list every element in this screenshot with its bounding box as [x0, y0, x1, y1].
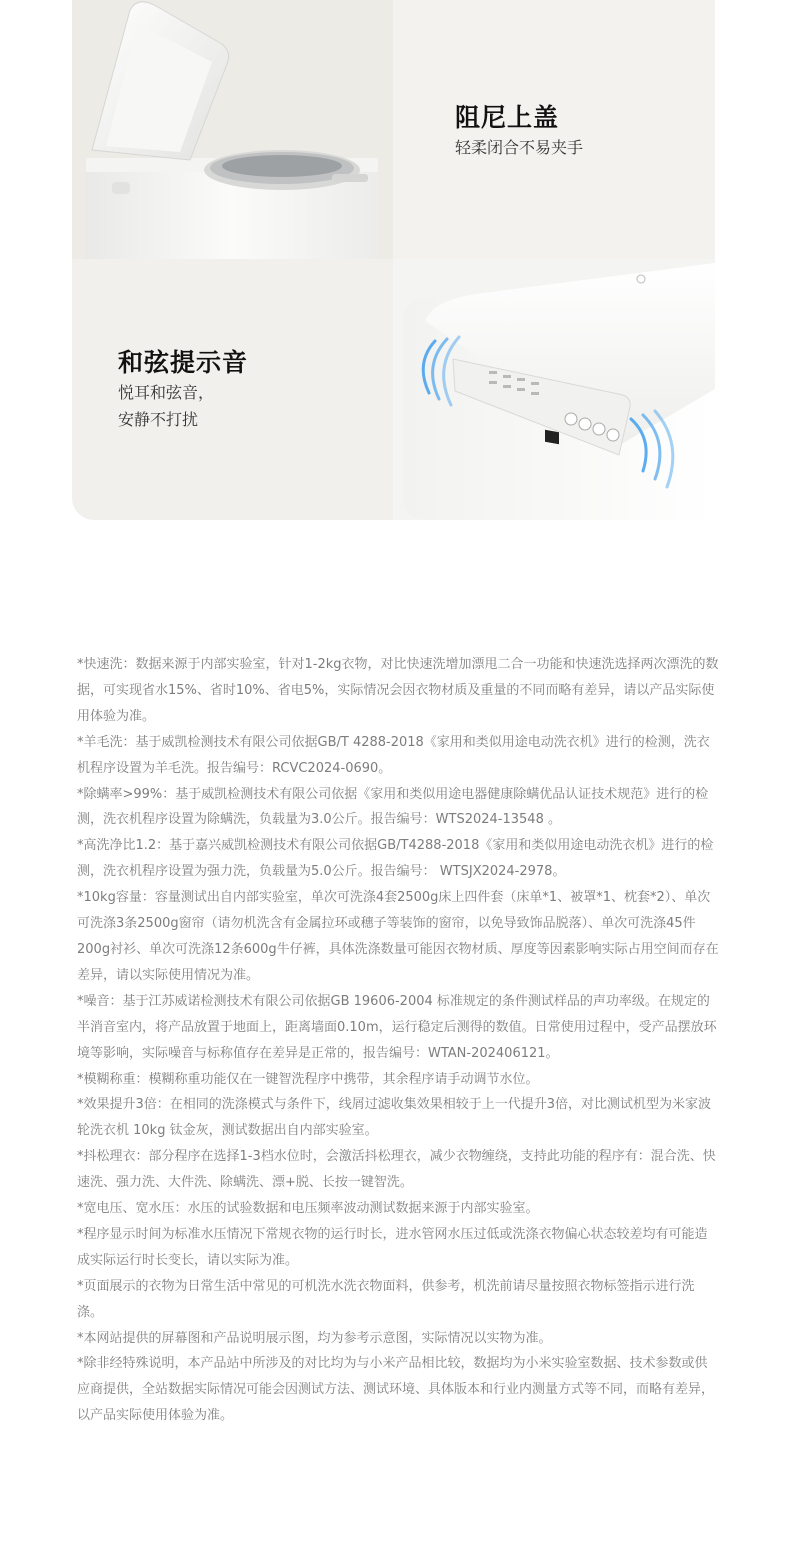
- control-panel-illustration: [393, 259, 715, 520]
- footnote: *宽电压、宽水压：水压的试验数据和电压频率波动测试数据来源于内部实验室。: [77, 1201, 539, 1217]
- footnote: *抖松理衣：部分程序在选择1-3档水位时，会激活抖松理衣，减少衣物缠绕，支持此功能的程序有：混合洗、快速洗、强力洗、大件洗、除螨洗、漂+脱、长按一键智洗。: [77, 1149, 716, 1191]
- footnote: *程序显示时间为标准水压情况下常规衣物的运行时长，进水管网水压过低或洗涤衣物偏心状态较差均有可能造成实际运行时长变长，请以实际为准。: [77, 1226, 708, 1268]
- feature-card-lid: [393, 0, 715, 259]
- footnote: *羊毛洗：基于威凯检测技术有限公司依据GB/T 4288-2018《家用和类似用途电动洗衣机》进行的检测，洗衣机程序设置为羊毛洗。报告编号：RCVC2024-0690。: [77, 734, 710, 776]
- footnote: *除螨率>99%：基于威凯检测技术有限公司依据《家用和类似用途电器健康除螨优品认证技术规范》进行的检测，洗衣机程序设置为除螨洗，负载量为3.0公斤。报告编号：WTS2024-13548 。: [77, 786, 709, 828]
- footnote: *页面展示的衣物为日常生活中常见的可机洗水洗衣物面料，供参考，机洗前请尽量按照衣物标签指示进行洗涤。: [77, 1278, 695, 1320]
- washer-lid-image: [72, 0, 393, 259]
- footnote: *模糊称重：模糊称重功能仅在一键智洗程序中携带，其余程序请手动调节水位。: [77, 1071, 539, 1087]
- footnote: *10kg容量：容量测试出自内部实验室，单次可洗涤4套2500g床上四件套（床单*1、被罩*1、枕套*2）、单次可洗涤3条2500g窗帘（请勿机洗含有金属拉环或穗子等装饰的窗帘，以免导致饰品脱落）、单次可洗涤45件200g衬衫、单次可洗涤12条600g牛仔裤，具体洗涤数量可能因衣物材质、厚度等因素影响实际占用空间而存在差异，请以实际使用情况为准。: [77, 890, 719, 983]
- feature-subtitle-chime-line2: 安静不打扰: [118, 410, 199, 429]
- footnote: *效果提升3倍：在相同的洗涤模式与条件下，线屑过滤收集效果相较于上一代提升3倍，对比测试机型为米家波轮洗衣机 10kg 钛金灰，测试数据出自内部实验室。: [77, 1097, 712, 1139]
- control-panel-image: [393, 259, 715, 520]
- footnote: *噪音：基于江苏威诺检测技术有限公司依据GB 19606-2004 标准规定的条件测试样品的声功率级。在规定的半消音室内，将产品放置于地面上，距离墙面0.10m，运行稳定后测得的数值。日常使用过程中，受产品摆放环境等影响，实际噪音与标称值存在差异是正常的，报告编号：WTAN-202406121。: [77, 993, 717, 1061]
- feature-grid: [72, 0, 715, 520]
- feature-card-chime: [72, 259, 393, 520]
- washer-lid-illustration: [72, 0, 393, 259]
- feature-subtitle-chime-line1: 悦耳和弦音，: [118, 383, 215, 402]
- feature-subtitle-lid: 轻柔闭合不易夹手: [455, 138, 584, 157]
- feature-title-lid: 阻尼上盖: [455, 103, 560, 132]
- feature-title-chime: 和弦提示音: [118, 348, 249, 377]
- footnote: *高洗净比1.2：基于嘉兴威凯检测技术有限公司依据GB/T4288-2018《家用和类似用途电动洗衣机》进行的检测，洗衣机程序设置为强力洗，负载量为5.0公斤。报告编号： WTSJX2024-2978。: [77, 838, 714, 880]
- footnote: *除非经特殊说明，本产品站中所涉及的对比均为与小米产品相比较，数据均为小米实验室数据、技术参数或供应商提供，全站数据实际情况可能会因测试方法、测试环境、具体版本和行业内测量方式等不同，而略有差异，以产品实际使用体验为准。: [77, 1356, 715, 1424]
- footnotes: [77, 652, 719, 1429]
- footnote: *本网站提供的屏幕图和产品说明展示图，均为参考示意图，实际情况以实物为准。: [77, 1330, 552, 1346]
- footnote: *快速洗：数据来源于内部实验室，针对1-2kg衣物，对比快速洗增加漂甩二合一功能和快速洗选择两次漂洗的数据，可实现省水15%、省时10%、省电5%，实际情况会因衣物材质及重量的不同而略有差异，请以产品实际使用体验为准。: [77, 657, 719, 724]
